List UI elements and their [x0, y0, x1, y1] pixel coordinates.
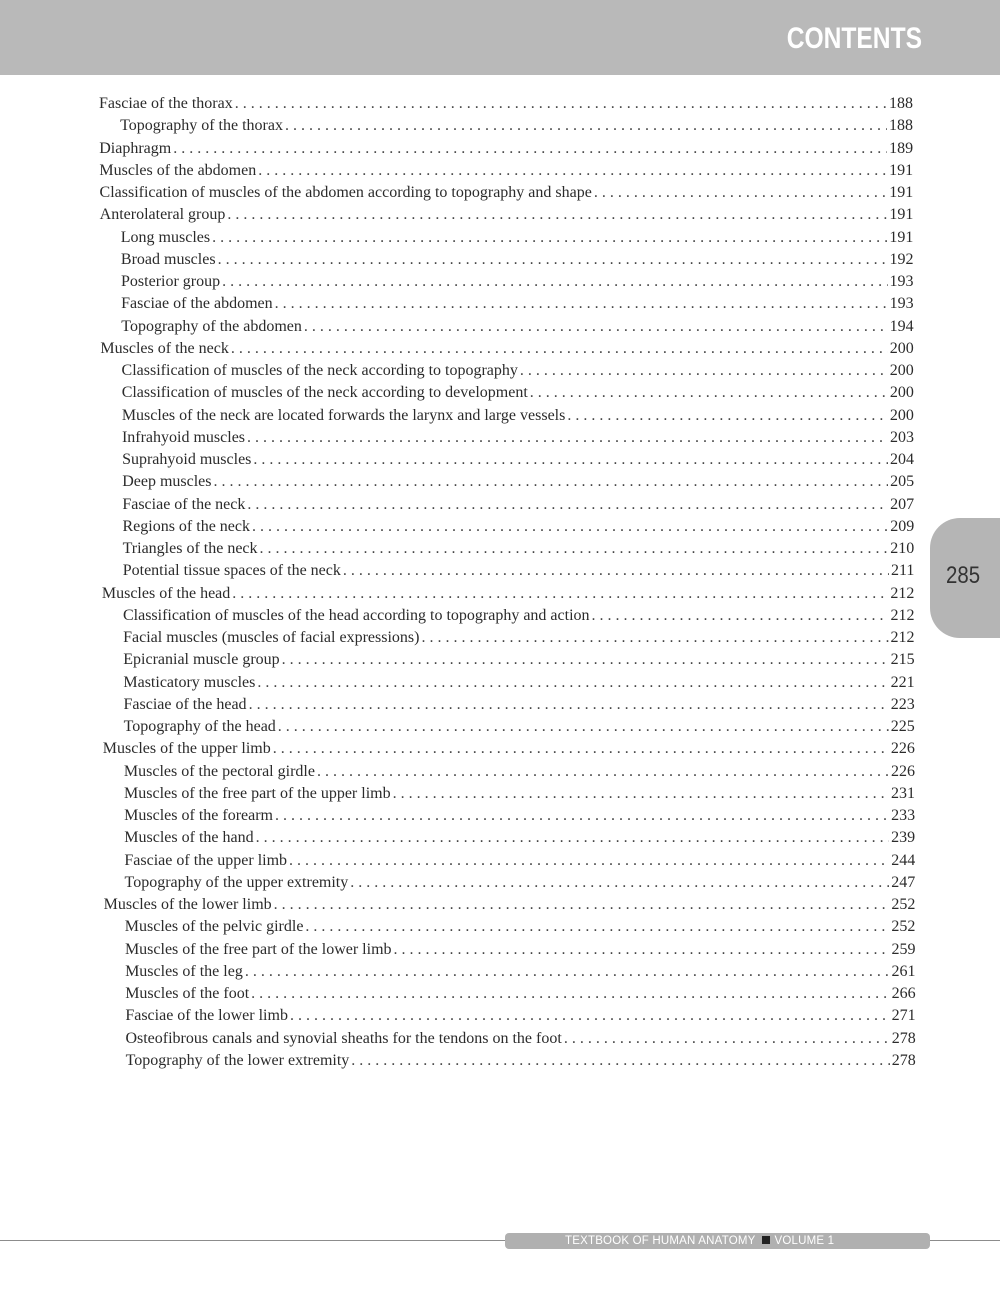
toc-entry — [99, 93, 913, 115]
toc-entry-page: 223 — [890, 695, 915, 713]
toc-entry-page: 278 — [891, 1029, 916, 1047]
toc-entry — [125, 872, 916, 894]
toc-leader-dots — [257, 672, 888, 694]
toc-entry-title: Epicranial muscle group — [123, 651, 280, 669]
toc-entry — [124, 694, 915, 716]
toc-leader-dots — [218, 249, 888, 271]
toc-entry-title: Facial muscles (muscles of facial expressions) — [123, 629, 420, 646]
toc-entry-title: Classification of muscles of the abdomen according to topography and shape — [99, 184, 592, 201]
toc-entry — [123, 538, 915, 560]
toc-entry-title: Muscles of the foot — [125, 985, 250, 1002]
toc-entry-title: Muscles of the pectoral girdle — [123, 762, 315, 780]
toc-entry — [100, 182, 914, 204]
toc-leader-dots — [235, 93, 887, 115]
toc-entry-page: 200 — [889, 362, 914, 379]
toc-leader-dots — [214, 471, 889, 493]
toc-entry — [124, 827, 915, 849]
toc-entry-page: 192 — [889, 250, 914, 268]
toc-leader-dots — [252, 516, 888, 538]
toc-entry — [123, 672, 914, 694]
toc-entry — [121, 293, 913, 315]
toc-entry-page: 207 — [890, 495, 915, 513]
toc-entry — [123, 649, 914, 671]
toc-entry-title: Classification of muscles of the head according to topography and action — [122, 606, 590, 624]
toc-entry-page: 200 — [889, 406, 914, 424]
running-footer — [565, 1233, 834, 1249]
toc-entry-title: Fasciae of the lower limb — [125, 1007, 288, 1025]
toc-leader-dots — [222, 271, 887, 293]
toc-entry-title: Posterior group — [121, 273, 221, 290]
toc-leader-dots — [592, 605, 889, 627]
toc-entry-page: 212 — [890, 606, 915, 624]
toc-entry-title: Infrahyoid muscles — [121, 428, 246, 446]
toc-entry — [124, 761, 915, 783]
toc-leader-dots — [256, 827, 890, 849]
toc-entry-title: Potential tissue spaces of the neck — [122, 562, 341, 580]
toc-entry — [124, 805, 915, 827]
toc-entry-title: Osteofibrous canals and synovial sheaths for the tendons on the foot — [125, 1029, 562, 1047]
toc-leader-dots — [212, 227, 887, 249]
toc-entry-title: Topography of the upper extremity — [124, 873, 349, 891]
toc-entry-page: 212 — [890, 629, 915, 646]
toc-leader-dots — [290, 1005, 890, 1027]
toc-entry-page: 259 — [891, 940, 916, 958]
toc-entry-title: Muscles of the free part of the lower limb — [124, 940, 392, 958]
toc-entry-page: 231 — [891, 784, 915, 802]
toc-entry — [123, 627, 914, 649]
toc-leader-dots — [245, 961, 890, 983]
toc-entry — [103, 738, 915, 760]
toc-entry — [99, 160, 913, 182]
toc-entry-page: 188 — [889, 95, 913, 112]
toc-entry-page: 221 — [890, 673, 915, 691]
toc-entry-title: Muscles of the leg — [125, 962, 243, 980]
toc-entry — [122, 516, 914, 538]
toc-entry-page: 209 — [890, 517, 915, 535]
toc-entry-page: 252 — [891, 918, 916, 936]
toc-entry-page: 244 — [891, 851, 916, 869]
toc-entry-page: 247 — [891, 873, 916, 891]
toc-entry-page: 226 — [890, 740, 915, 758]
toc-leader-dots — [304, 316, 888, 338]
toc-entry — [123, 605, 915, 627]
toc-entry — [124, 783, 915, 805]
toc-entry — [122, 382, 914, 404]
toc-leader-dots — [350, 872, 889, 894]
toc-leader-dots — [317, 761, 889, 783]
toc-entry-page: 225 — [890, 718, 915, 735]
toc-entry-page: 215 — [890, 651, 915, 669]
toc-entry-page: 191 — [889, 184, 914, 201]
toc-entry-page: 278 — [891, 1051, 916, 1069]
toc-entry — [121, 249, 914, 271]
toc-entry-title: Fasciae of the abdomen — [121, 295, 273, 313]
toc-leader-dots — [567, 405, 888, 427]
toc-leader-dots — [289, 850, 889, 872]
toc-entry — [125, 1005, 915, 1027]
toc-entry-page: 205 — [890, 473, 915, 491]
toc-entry-page: 191 — [889, 206, 914, 224]
toc-entry — [104, 894, 916, 916]
toc-entry-page: 193 — [889, 273, 914, 290]
toc-leader-dots — [227, 204, 887, 226]
toc-entry-title: Broad muscles — [120, 250, 216, 268]
toc-entry-page: 271 — [891, 1007, 916, 1025]
toc-entry-title: Triangles of the neck — [122, 540, 258, 557]
toc-entry-title: Muscles of the head — [101, 584, 231, 602]
toc-leader-dots — [249, 694, 889, 716]
toc-entry — [121, 316, 913, 338]
toc-entry — [122, 494, 914, 516]
toc-entry-title: Masticatory muscles — [123, 673, 256, 691]
toc-entry — [102, 583, 915, 605]
toc-entry-page: 211 — [890, 562, 915, 580]
toc-entry — [123, 560, 915, 582]
toc-entry-title: Topography of the lower extremity — [125, 1051, 350, 1069]
toc-leader-dots — [305, 916, 889, 938]
toc-leader-dots — [564, 1028, 890, 1050]
footer-book-title: TEXTBOOK OF HUMAN ANATOMY — [565, 1235, 756, 1247]
toc-leader-dots — [258, 160, 887, 182]
toc-entry-title: Classification of muscles of the neck according to development — [121, 384, 528, 402]
toc-leader-dots — [421, 627, 888, 649]
toc-entry-page: 200 — [889, 339, 914, 357]
toc-entry-title: Long muscles — [120, 228, 211, 246]
toc-entry — [122, 449, 914, 471]
toc-entry — [120, 115, 913, 137]
toc-entry-title: Topography of the thorax — [120, 117, 283, 135]
toc-entry-title: Muscles of the free part of the upper limb — [124, 784, 391, 802]
toc-entry-title: Muscles of the abdomen — [99, 161, 257, 179]
toc-leader-dots — [530, 382, 888, 404]
toc-entry-page: 193 — [889, 295, 914, 313]
toc-entry — [126, 1050, 916, 1072]
toc-entry — [121, 271, 913, 293]
toc-entry — [121, 227, 914, 249]
toc-entry-title: Deep muscles — [122, 473, 212, 491]
toc-leader-dots — [393, 783, 889, 805]
toc-leader-dots — [520, 360, 888, 382]
toc-entry-page: 212 — [890, 584, 915, 602]
toc-leader-dots — [232, 583, 888, 605]
toc-entry-title: Muscles of the forearm — [124, 807, 273, 824]
toc-entry — [125, 916, 916, 938]
toc-entry-page: 266 — [891, 985, 916, 1002]
toc-leader-dots — [251, 983, 889, 1005]
toc-entry-title: Muscles of the pelvic girdle — [124, 918, 304, 936]
toc-entry-title: Muscles of the upper limb — [102, 740, 271, 758]
toc-entry — [122, 405, 914, 427]
toc-entry — [100, 204, 914, 226]
toc-entry-title: Diaphragm — [99, 139, 172, 157]
toc-entry-page: 239 — [891, 829, 916, 847]
toc-entry-page: 226 — [890, 762, 915, 780]
toc-entry-page: 261 — [891, 962, 916, 980]
toc-entry-page: 191 — [889, 161, 914, 179]
toc-leader-dots — [173, 138, 887, 160]
toc-entry-page: 203 — [889, 428, 914, 446]
page-number: 285 — [946, 562, 981, 589]
toc-entry — [125, 961, 915, 983]
toc-leader-dots — [260, 538, 889, 560]
toc-entry-title: Muscles of the lower limb — [103, 896, 272, 913]
toc-leader-dots — [351, 1050, 890, 1072]
toc-leader-dots — [247, 427, 888, 449]
toc-entry-title: Classification of muscles of the neck according to topography — [121, 362, 518, 379]
toc-entry-title: Fasciae of the head — [123, 695, 247, 713]
toc-leader-dots — [275, 293, 888, 315]
toc-entry — [122, 471, 914, 493]
toc-leader-dots — [594, 182, 887, 204]
toc-leader-dots — [274, 894, 890, 916]
toc-entry-title: Topography of the abdomen — [121, 317, 302, 335]
toc-entry — [124, 850, 915, 872]
toc-entry — [125, 939, 916, 961]
toc-entry-page: 200 — [889, 384, 914, 402]
toc-entry-title: Fasciae of the thorax — [99, 95, 233, 112]
page-title: CONTENTS — [786, 22, 922, 55]
toc-entry — [122, 360, 914, 382]
square-bullet-icon — [762, 1236, 770, 1244]
toc-entry — [122, 427, 914, 449]
toc-entry — [124, 716, 915, 738]
toc-leader-dots — [285, 115, 887, 137]
toc-leader-dots — [394, 939, 890, 961]
toc-entry-page: 189 — [889, 139, 914, 157]
toc-entry-title: Topography of the head — [123, 718, 276, 735]
toc-entry-title: Anterolateral group — [99, 206, 226, 224]
toc-leader-dots — [253, 449, 888, 471]
toc-entry-page: 233 — [891, 807, 916, 824]
toc-entry — [99, 138, 913, 160]
toc-entry-title: Muscles of the hand — [124, 829, 254, 847]
toc-entry-title: Muscles of the neck — [100, 339, 229, 357]
toc-leader-dots — [343, 560, 889, 582]
toc-leader-dots — [231, 338, 888, 360]
toc-entry-page: 191 — [889, 228, 914, 246]
toc-leader-dots — [247, 494, 888, 516]
toc-entry-page: 252 — [891, 896, 916, 913]
toc-leader-dots — [273, 738, 889, 760]
toc-entry — [100, 338, 913, 360]
toc-entry-title: Fasciae of the upper limb — [124, 851, 288, 869]
toc-entry — [125, 1028, 915, 1050]
toc-entry-title: Muscles of the neck are located forwards the larynx and large vessels — [121, 406, 566, 424]
toc-entry-title: Fasciae of the neck — [122, 495, 246, 513]
footer-volume: VOLUME 1 — [774, 1235, 835, 1247]
toc-entry-page: 210 — [890, 540, 915, 557]
toc-entry — [125, 983, 915, 1005]
toc-entry-page: 194 — [889, 317, 914, 335]
toc-entry-page: 204 — [890, 451, 915, 468]
toc-entry-title: Regions of the neck — [122, 517, 250, 535]
toc-entry-page: 188 — [889, 117, 914, 135]
toc-leader-dots — [282, 649, 889, 671]
toc-leader-dots — [275, 805, 889, 827]
toc-leader-dots — [278, 716, 889, 738]
toc-entry-title: Suprahyoid muscles — [122, 451, 252, 468]
